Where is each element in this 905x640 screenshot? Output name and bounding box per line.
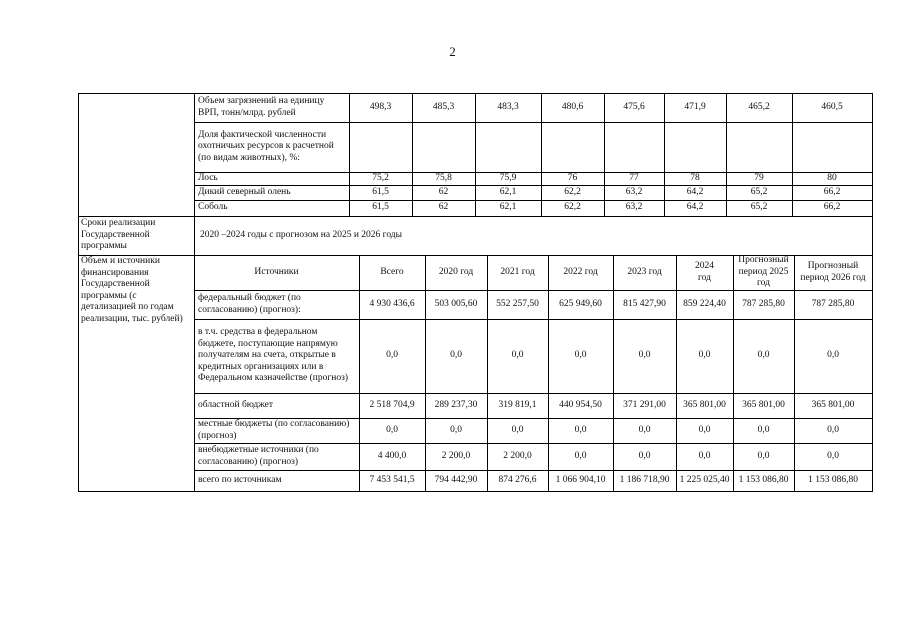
funding-value (794, 443, 872, 470)
funding-value-text: 0,0 (574, 350, 587, 361)
species-value (349, 172, 412, 185)
table-border-bottom (78, 491, 873, 492)
species-value-text: 66,2 (823, 186, 841, 197)
pollution-value (604, 93, 664, 122)
funding-value (676, 290, 733, 319)
funding-value (676, 393, 733, 418)
species-value (792, 200, 872, 216)
funding-value (613, 443, 676, 470)
funding-source (194, 319, 359, 393)
funding-value (359, 418, 425, 443)
funding-value (425, 443, 487, 470)
funding-value (359, 393, 425, 418)
funding-header (487, 255, 548, 290)
species-value-text: 79 (754, 172, 764, 183)
species-value-text: 64,2 (686, 186, 704, 197)
funding-header-text: 2024 год (695, 261, 714, 283)
funding-value-text: 0,0 (638, 450, 651, 461)
species-value-text: 65,2 (750, 202, 768, 213)
funding-header (194, 255, 359, 290)
funding-value-text: 1 225 025,40 (679, 474, 730, 485)
species-value (349, 200, 412, 216)
funding-value (733, 418, 794, 443)
funding-value-text: 815 427,90 (623, 298, 666, 309)
funding-source (194, 418, 359, 443)
funding-value (425, 290, 487, 319)
species-value-text: 62,2 (564, 202, 581, 213)
species-value (664, 200, 726, 216)
hunting-label (194, 122, 349, 172)
funding-value (548, 443, 613, 470)
funding-label (78, 255, 194, 355)
species-label (194, 200, 349, 216)
page-number: 2 (449, 44, 456, 59)
funding-value (676, 319, 733, 393)
pollution-value (349, 93, 412, 122)
funding-value-text: 0,0 (450, 424, 462, 435)
terms-label (78, 216, 194, 255)
funding-source-text: внебюджетные источники (по согласованию) (прогноз) (198, 445, 319, 467)
funding-value (359, 290, 425, 319)
funding-value-text: 0,0 (757, 424, 770, 435)
funding-value (613, 290, 676, 319)
species-value-text: 63,2 (625, 186, 643, 197)
funding-value (613, 393, 676, 418)
funding-value-text: 0,0 (827, 450, 839, 461)
species-value (792, 172, 872, 185)
species-value (475, 200, 541, 216)
funding-value-text: 0,0 (386, 350, 398, 361)
funding-label-text: Объем и источники финансирования Государственной программы (с детализацией по годам реализации, тыс. рублей) (81, 256, 183, 324)
funding-source (194, 290, 359, 319)
funding-value-text: 1 186 718,90 (619, 474, 670, 485)
funding-value (733, 443, 794, 470)
funding-value (676, 443, 733, 470)
funding-value (359, 443, 425, 470)
funding-value-text: 0,0 (450, 350, 462, 361)
pollution-value-text: 480,6 (561, 101, 584, 112)
species-value-text: 78 (690, 172, 700, 183)
funding-header-text: 2023 год (627, 266, 662, 277)
pollution-value (475, 93, 541, 122)
funding-value-text: 874 276,6 (498, 474, 537, 485)
species-value-text: 61,5 (372, 202, 389, 213)
funding-value-text: 0,0 (511, 350, 524, 361)
funding-header (733, 255, 794, 290)
species-value-text: 62 (438, 186, 449, 197)
funding-value-text: 0,0 (757, 350, 770, 361)
species-value (664, 185, 726, 200)
pollution-value-text: 460,5 (821, 101, 843, 112)
funding-value-text: 0,0 (386, 424, 398, 435)
funding-value-text: 0,0 (511, 424, 524, 435)
pollution-value-text: 465,2 (748, 101, 770, 112)
funding-value-text: 440 954,50 (559, 399, 602, 410)
funding-value-text: 4 400,0 (377, 450, 407, 461)
funding-value-text: 0,0 (827, 424, 839, 435)
species-label-text: Лось (198, 172, 218, 183)
funding-header-text: Всего (380, 266, 404, 277)
funding-value-text: 0,0 (757, 450, 770, 461)
funding-value-text: 2 200,0 (441, 450, 471, 461)
terms-value (194, 216, 872, 255)
species-value (475, 185, 541, 200)
species-value (604, 200, 664, 216)
funding-header (794, 255, 872, 290)
funding-header-text: 2021 год (500, 266, 535, 277)
pollution-value (541, 93, 604, 122)
species-value (412, 200, 475, 216)
funding-header-text: Источники (254, 266, 299, 277)
funding-value-text: 0,0 (638, 350, 651, 361)
hunting-label-text: Доля фактической численности охотничьих ресурсов к расчетной (по видам животных), %: (198, 129, 334, 163)
species-value-text: 63,2 (625, 202, 643, 213)
funding-source (194, 470, 359, 491)
funding-value-text: 1 153 086,80 (738, 474, 789, 485)
species-value-text: 62,1 (499, 186, 517, 197)
funding-value-text: 289 237,30 (434, 399, 478, 410)
pollution-value (726, 93, 792, 122)
funding-source (194, 443, 359, 470)
funding-value (425, 418, 487, 443)
pollution-value (412, 93, 475, 122)
pollution-value-text: 475,6 (623, 101, 645, 112)
pollution-value-text: 471,9 (684, 101, 706, 112)
funding-source-text: федеральный бюджет (по согласованию) (прогноз): (198, 293, 301, 315)
funding-value-text: 0,0 (638, 424, 651, 435)
species-value-text: 75,9 (499, 172, 517, 183)
species-value-text: 75,2 (372, 172, 389, 183)
funding-value-text: 625 949,60 (559, 298, 602, 309)
funding-value-text: 787 285,80 (811, 298, 855, 309)
funding-value (733, 393, 794, 418)
funding-value-text: 319 819,1 (498, 399, 537, 410)
funding-value (733, 470, 794, 491)
pollution-value (792, 93, 872, 122)
funding-value (548, 418, 613, 443)
funding-header (613, 255, 676, 290)
species-label-text: Соболь (198, 202, 228, 213)
species-value (792, 185, 872, 200)
pollution-value-text: 498,3 (369, 101, 392, 112)
funding-value-text: 0,0 (827, 350, 839, 361)
funding-header-text: 2022 год (563, 266, 598, 277)
species-value (412, 185, 475, 200)
funding-value (676, 470, 733, 491)
funding-source-text: областной бюджет (198, 399, 274, 410)
species-value-text: 62,2 (564, 186, 581, 197)
pollution-value-text: 485,3 (432, 101, 455, 112)
funding-value (487, 470, 548, 491)
species-value-text: 80 (827, 172, 837, 183)
species-value (475, 172, 541, 185)
species-value (726, 200, 792, 216)
species-value (412, 172, 475, 185)
funding-value-text: 552 257,50 (496, 298, 539, 309)
species-value (541, 172, 604, 185)
funding-value-text: 0,0 (698, 350, 711, 361)
funding-value-text: 0,0 (698, 424, 711, 435)
species-value-text: 62 (438, 202, 449, 213)
table-border-right (872, 93, 873, 492)
funding-value-text: 794 442,90 (434, 474, 478, 485)
species-value-text: 65,2 (750, 186, 768, 197)
funding-header-text: Прогнозный период 2025 год (738, 255, 789, 289)
funding-value (733, 319, 794, 393)
funding-header-text: Прогнозный период 2026 год (800, 261, 866, 283)
funding-header (548, 255, 613, 290)
funding-value-text: 365 801,00 (683, 399, 726, 410)
pollution-value (664, 93, 726, 122)
funding-value (794, 290, 872, 319)
funding-value-text: 787 285,80 (742, 298, 785, 309)
funding-header (425, 255, 487, 290)
funding-value (487, 319, 548, 393)
species-label-text: Дикий северный олень (198, 186, 291, 197)
funding-value-text: 2 518 704,9 (369, 399, 415, 410)
funding-value-text: 1 153 086,80 (808, 474, 858, 485)
funding-value-text: 365 801,00 (811, 399, 855, 410)
species-value (541, 200, 604, 216)
funding-value-text: 0,0 (574, 450, 587, 461)
funding-value (548, 393, 613, 418)
species-value-text: 62,1 (499, 202, 517, 213)
funding-value (425, 319, 487, 393)
funding-value (487, 443, 548, 470)
funding-value (613, 319, 676, 393)
funding-value (487, 418, 548, 443)
species-value (726, 172, 792, 185)
species-value-text: 75,8 (435, 172, 452, 183)
funding-header-text: 2020 год (438, 266, 474, 277)
funding-header (676, 255, 733, 290)
funding-value-text: 365 801,00 (742, 399, 785, 410)
species-value-text: 61,5 (372, 186, 389, 197)
funding-value-text: 2 200,0 (503, 450, 532, 461)
funding-value (487, 393, 548, 418)
funding-value-text: 4 930 436,6 (369, 298, 415, 309)
funding-header (359, 255, 425, 290)
funding-value (548, 470, 613, 491)
funding-value-text: 859 224,40 (683, 298, 726, 309)
species-value-text: 77 (629, 172, 639, 183)
funding-value (794, 470, 872, 491)
funding-value-text: 371 291,00 (623, 399, 666, 410)
funding-value-text: 0,0 (698, 450, 711, 461)
species-label (194, 172, 349, 185)
funding-value-text: 1 066 904,10 (555, 474, 606, 485)
funding-value (794, 393, 872, 418)
species-value-text: 64,2 (686, 202, 704, 213)
funding-value (794, 319, 872, 393)
species-value-text: 76 (567, 172, 578, 183)
funding-value (359, 319, 425, 393)
species-value (664, 172, 726, 185)
funding-value (676, 418, 733, 443)
funding-value (548, 290, 613, 319)
funding-value (425, 470, 487, 491)
terms-value-text: 2020 –2024 годы с прогнозом на 2025 и 2026 годы (200, 229, 403, 240)
funding-source-text: всего по источникам (198, 474, 282, 485)
species-value (349, 185, 412, 200)
funding-value (425, 393, 487, 418)
pollution-label-text: Объем загрязнений на единицу ВРП, тонн/млрд. рублей (198, 96, 325, 118)
funding-value (733, 290, 794, 319)
funding-value (487, 290, 548, 319)
funding-value-text: 503 005,60 (434, 298, 478, 309)
species-value (726, 185, 792, 200)
funding-value (359, 470, 425, 491)
terms-label-text: Сроки реализации Государственной программы (81, 218, 156, 252)
pollution-value-text: 483,3 (497, 101, 519, 112)
species-value (541, 185, 604, 200)
funding-value (613, 418, 676, 443)
funding-value (613, 470, 676, 491)
funding-value-text: 0,0 (574, 424, 587, 435)
funding-value-text: 7 453 541,5 (369, 474, 415, 485)
species-value (604, 172, 664, 185)
pollution-label (194, 93, 349, 122)
species-value-text: 66,2 (823, 202, 841, 213)
funding-source-text: местные бюджеты (по согласованию) (прогноз) (198, 419, 350, 441)
funding-source-text: в т.ч. средства в федеральном бюджете, поступающие напрямую получателям на счета, открытые в кредитных организациях или в Федеральном казначействе (прогноз) (198, 327, 349, 384)
funding-source (194, 393, 359, 418)
funding-value (794, 418, 872, 443)
funding-value (548, 319, 613, 393)
species-label (194, 185, 349, 200)
species-value (604, 185, 664, 200)
